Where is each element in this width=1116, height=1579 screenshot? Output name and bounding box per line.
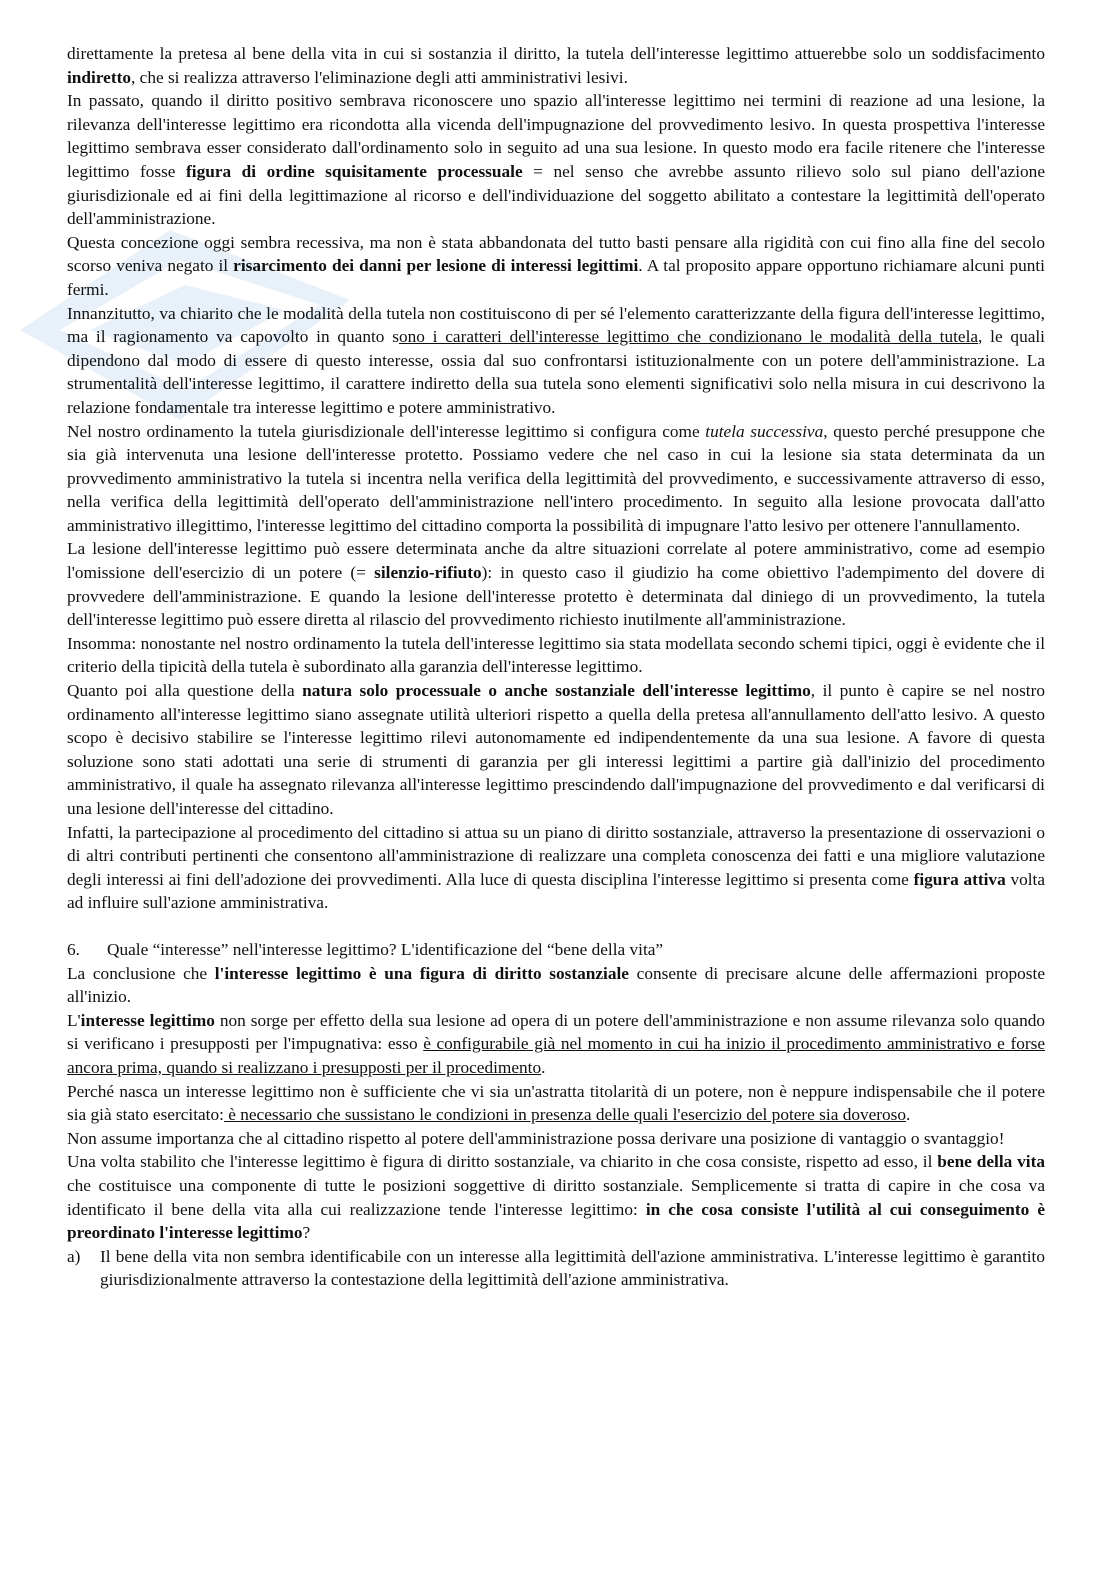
paragraph: Innanzitutto, va chiarito che le modalità della tutela non costituiscono di per sé l'elemento caratterizzante della figura dell'interesse legittimo, ma il ragionamento va capovolto in quanto sono i caratteri dell'interesse legittimo che condizionano le modalità della tutela, le quali dipendono dal modo di essere di questo interesse, ossia dal suo confrontarsi istituzionalmente con un potere dell'amministrazione. La strumentalità dell'interesse legittimo, il carattere indiretto della sua tutela sono elementi significativi solo nella misura in cui descrivono la relazione fondamentale tra interesse legittimo e potere amministrativo. <box>67 303 1045 417</box>
paragraph: direttamente la pretesa al bene della vita in cui si sostanzia il diritto, la tutela dell'interesse legittimo attuerebbe solo un soddisfacimento indiretto, che si realizza attraverso l'eliminazione degli atti amministrativi lesivi. <box>67 44 1045 87</box>
paragraph: Infatti, la partecipazione al procedimento del cittadino si attua su un piano di diritto sostanziale, attraverso la presentazione di osservazioni o di altri contributi pertinenti che consentono all'amministrazione di realizzare una completa conoscenza dei fatti e una migliore valutazione degli interessi ai fini dell'adozione dei provvedimenti. Alla luce di questa disciplina l'interesse legittimo si presenta come figura attiva volta ad influire sull'azione amministrativa. <box>67 822 1046 913</box>
paragraph: La conclusione che l'interesse legittimo è una figura di diritto sostanziale consente di precisare alcune delle affermazioni proposte all'inizio. <box>67 963 1046 1007</box>
paragraph: Insomma: nonostante nel nostro ordinamento la tutela dell'interesse legittimo sia stata modellata secondo schemi tipici, oggi è evidente che il criterio della tipicità della tutela è subordinato alla garanzia dell'interesse legittimo. <box>67 633 1045 677</box>
list-label: a) <box>67 1246 81 1266</box>
paragraph: Nel nostro ordinamento la tutela giurisdizionale dell'interesse legittimo si configura come tutela successiva, questo perché presuppone che sia già intervenuta una lesione dell'interesse protetto. Possiamo vedere che nel caso in cui la lesione sia stata determinata da un provvedimento amministrativo la tutela si incentra nella verifica della legittimità del provvedimento, e successivamente attraverso di esso, nella verifica della legittimità dell'operato dell'amministrazione nell'intero procedimento. In seguito alla lesione provocata dall'atto amministrativo illegittimo, l'interesse legittimo del cittadino comporta la possibilità di impugnare l'atto lesivo per ottenere l'annullamento. <box>67 421 1045 535</box>
section-number: 6. <box>67 939 80 959</box>
document-page <box>67 42 1045 1292</box>
paragraph: In passato, quando il diritto positivo sembrava riconoscere uno spazio all'interesse legittimo nei termini di reazione ad una lesione, la rilevanza dell'interesse legittimo era ricondotta alla vicenda dell'impugnazione del provvedimento lesivo. In questa prospettiva l'interesse legittimo sembrava esser considerato dall'ordinamento solo in seguito ad una sua lesione. In questo modo era facile ritenere che l'interesse legittimo fosse figura di ordine squisitamente processuale = nel senso che avrebbe assunto rilievo solo sul piano dell'azione giurisdizionale ed ai fini della legittimazione al ricorso e dell'individuazione del soggetto abilitato a contestare la legittimità dell'operato dell'amministrazione. <box>67 91 1045 229</box>
section-title: Quale “interesse” nell'interesse legittimo? L'identificazione del “bene della vita” <box>107 939 664 959</box>
section-heading <box>67 938 1045 962</box>
paragraph: L'interesse legittimo non sorge per effetto della sua lesione ad opera di un potere dell'amministrazione e non assume rilevanza solo quando si verificano i presupposti per l'impugnativa: esso è configurabile già nel momento in cui ha inizio il procedimento amministrativo e forse ancora prima, quando si realizzano i presupposti per il procedimento. <box>67 1010 1045 1077</box>
paragraph: Quanto poi alla questione della natura solo processuale o anche sostanziale dell'interesse legittimo, il punto è capire se nel nostro ordinamento all'interesse legittimo siano assegnate utilità ulteriori rispetto a quella della pretesa all'annullamento dell'atto lesivo. A questo scopo è decisivo stabilire se l'interesse legittimo rilevi autonomamente ed indipendentemente da una sua lesione. A favore di questa soluzione sono stati adottati una serie di strumenti di garanzia per gli interessi legittimi a partire già dall'inizio del procedimento amministrativo, il quale ha assegnato rilevanza all'interesse legittimo prescindendo dall'impugnazione del provvedimento e dal verificarsi di una lesione dell'interesse del cittadino. <box>67 681 1045 818</box>
paragraph: Non assume importanza che al cittadino rispetto al potere dell'amministrazione possa derivare una posizione di vantaggio o svantaggio! <box>67 1128 1005 1148</box>
paragraph: Una volta stabilito che l'interesse legittimo è figura di diritto sostanziale, va chiarito in che cosa consiste, rispetto ad esso, il bene della vita che costituisce una componente di tutte le posizioni soggettive di diritto sostanziale. Semplicemente si tratta di capire in che cosa va identificato il bene della vita alla cui realizzazione tende l'interesse legittimo: in che cosa consiste l'utilità al cui conseguimento è preordinato l'interesse legittimo? <box>67 1152 1046 1243</box>
paragraph: La lesione dell'interesse legittimo può essere determinata anche da altre situazioni correlate al potere amministrativo, come ad esempio l'omissione dell'esercizio di un potere (= silenzio-rifiuto): in questo caso il giudizio ha come obiettivo l'adempimento del dovere di provvedere dell'amministrazione. E quando la lesione dell'interesse protetto è determinata dal diniego di un provvedimento, la tutela dell'interesse legittimo può essere diretta al rilascio del provvedimento richiesto inutilmente all'amministrazione. <box>67 539 1045 630</box>
list-item: a) Il bene della vita non sembra identificabile con un interesse alla legittimità dell'azione amministrativa. L'interesse legittimo è garantito giurisdizionalmente attraverso la contestazione della legittimità dell'azione amministrativa. <box>67 1246 1045 1290</box>
paragraph: Questa concezione oggi sembra recessiva, ma non è stata abbandonata del tutto basti pensare alla rigidità con cui fino alla fine del secolo scorso veniva negato il risarcimento dei danni per lesione di interessi legittimi. A tal proposito appare opportuno richiamare alcuni punti fermi. <box>67 232 1045 299</box>
paragraph: Perché nasca un interesse legittimo non è sufficiente che vi sia un'astratta titolarità di un potere, non è neppure indispensabile che il potere sia già stato esercitato: è necessario che sussistano le condizioni in presenza delle quali l'esercizio del potere sia doveroso. <box>67 1081 1045 1125</box>
